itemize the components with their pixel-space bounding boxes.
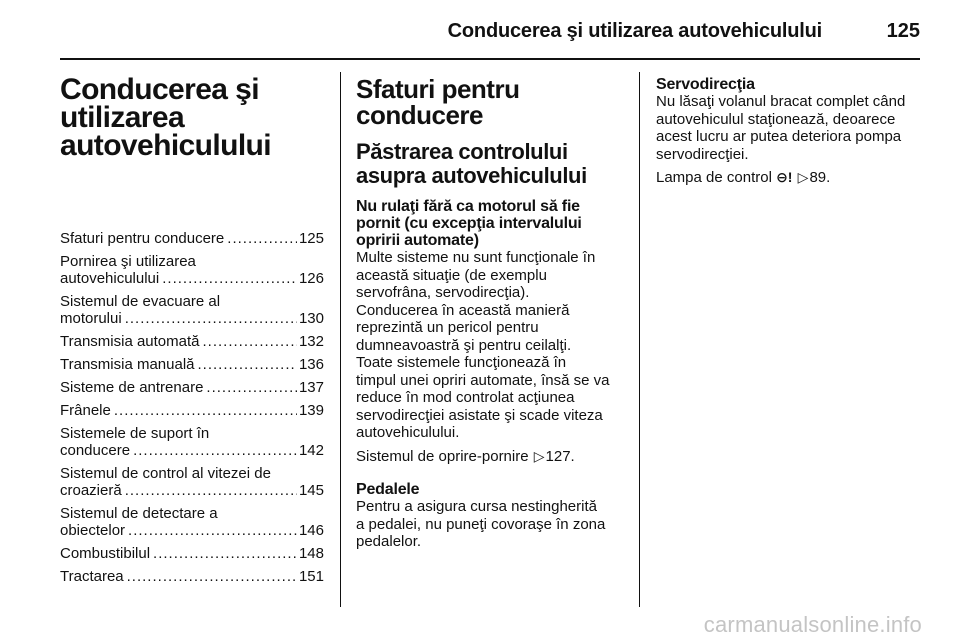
toc-entry[interactable] (60, 379, 324, 396)
toc-leader-dots (198, 356, 297, 373)
section-heading (356, 76, 624, 128)
chapter-title (60, 73, 324, 162)
paragraph-line: servodirecţiei. (656, 145, 749, 163)
paragraph-line: acest lucru ar putea deteriora pompa (656, 128, 902, 145)
paragraph-line: Pentru a asigura cursa nestingherită (356, 498, 597, 515)
toc-page-number: 132 (298, 333, 324, 350)
paragraph-text: Sistemul de oprire-pornire (356, 447, 529, 465)
toc-leader-dots (162, 270, 297, 287)
toc-leader-dots (128, 522, 297, 539)
toc-page-number: 137 (298, 379, 324, 396)
toc-leader-dots (133, 442, 297, 459)
running-header-title: Conducerea şi utilizarea autovehiculului (447, 20, 822, 42)
topic-heading-pedals: Pedalele (356, 481, 420, 498)
table-of-contents (60, 230, 324, 585)
column-contents (60, 73, 324, 591)
toc-page-number: 139 (298, 402, 324, 419)
toc-entry-text: autovehiculului (60, 270, 160, 287)
toc-entry[interactable] (60, 425, 324, 459)
paragraph-line: a pedalei, nu puneţi covoraşe în zona (356, 515, 606, 533)
paragraph-line: Multe sisteme nu sunt funcţionale în (356, 249, 596, 266)
paragraph-stop-start-ref (356, 448, 624, 466)
toc-leader-dots (206, 379, 297, 396)
page-reference-arrow-icon: ▷ (797, 169, 809, 185)
page-reference-link[interactable]: 89. (809, 169, 831, 186)
heading-line: Nu rulaţi fără ca motorul să fie (356, 198, 580, 215)
paragraph-line: reduce în mod controlat acţiunea (356, 389, 575, 406)
paragraph-line: servodirecţiei asistate şi scade viteza (356, 406, 603, 424)
chapter-title-line: Conducerea şi (60, 73, 259, 106)
toc-entry-text: Frânele (60, 402, 111, 419)
heading-line: Păstrarea controlului (356, 139, 568, 164)
toc-entry[interactable] (60, 402, 324, 419)
toc-page-number: 125 (298, 230, 324, 247)
paragraph-control-lamp-ref (656, 169, 924, 187)
toc-entry-text: Transmisia automată (60, 333, 200, 350)
toc-entry[interactable] (60, 293, 324, 327)
toc-entry-text: Sistemele de suport în (60, 425, 210, 442)
header-rule (60, 58, 920, 60)
toc-entry-text: Combustibilul (60, 545, 151, 562)
toc-entry-text: motorului (60, 310, 122, 327)
toc-entry-text: Sisteme de antrenare (60, 379, 204, 396)
heading-line: opririi automate) (356, 232, 479, 249)
toc-leader-dots (127, 568, 297, 585)
toc-entry-line (60, 270, 324, 287)
paragraph-text: Lampa de control (656, 169, 772, 186)
toc-entry-line (60, 442, 324, 459)
toc-page-number: 145 (298, 482, 324, 499)
toc-entry-text: Tractarea (60, 568, 124, 585)
toc-entry-text: croazieră (60, 482, 122, 499)
toc-page-number: 136 (298, 356, 324, 373)
toc-entry[interactable] (60, 333, 324, 350)
paragraph-line: dumneavoastră şi pentru ceilalţi. (356, 336, 572, 354)
toc-page-number: 148 (298, 545, 324, 562)
watermark: carmanualsonline.info (703, 612, 922, 637)
toc-entry-line (60, 230, 324, 247)
toc-entry-text: Sfaturi pentru conducere (60, 230, 225, 247)
paragraph-line: Conducerea în această manieră (356, 301, 570, 319)
toc-entry-line (60, 379, 324, 396)
paragraph-line: Toate sistemele funcţionează în (356, 354, 567, 371)
toc-entry-line (60, 482, 324, 499)
toc-leader-dots (203, 333, 297, 350)
toc-leader-dots (227, 230, 297, 247)
toc-leader-dots (125, 310, 297, 327)
toc-entry-text: Sistemul de detectare a (60, 505, 218, 522)
toc-entry[interactable] (60, 230, 324, 247)
toc-entry-line (60, 356, 324, 373)
paragraph-engine-off (356, 249, 624, 442)
toc-leader-dots (114, 402, 297, 419)
paragraph-line: servofrâna, servodirecţia). (356, 284, 530, 301)
toc-entry[interactable] (60, 568, 324, 585)
toc-entry-line (60, 568, 324, 585)
paragraph-line: autovehiculului. (356, 424, 460, 441)
toc-entry-line (60, 310, 324, 327)
paragraph-line: reprezintă un pericol pentru (356, 319, 539, 336)
toc-entry-line (60, 402, 324, 419)
toc-page-number: 151 (298, 568, 324, 585)
heading-line: asupra autovehiculului (356, 163, 587, 188)
subsection-heading (356, 140, 624, 188)
paragraph-line: Nu lăsaţi volanul bracat complet când (656, 93, 906, 110)
column-driving-tips (356, 76, 624, 557)
paragraph-line: pedalelor. (356, 533, 422, 550)
toc-entry[interactable] (60, 545, 324, 562)
toc-page-number: 126 (298, 270, 324, 287)
toc-entry-text: Sistemul de control al vitezei de (60, 465, 271, 482)
toc-entry-text: Pornirea şi utilizarea (60, 253, 196, 270)
toc-leader-dots (125, 482, 297, 499)
toc-entry[interactable] (60, 253, 324, 287)
toc-page-number: 146 (298, 522, 324, 539)
toc-entry[interactable] (60, 505, 324, 539)
toc-entry-text: Transmisia manuală (60, 356, 195, 373)
toc-entry-line (60, 522, 324, 539)
chapter-title-line: autovehiculului (60, 129, 272, 162)
toc-entry-text: obiectelor (60, 522, 126, 539)
toc-entry[interactable] (60, 465, 324, 499)
toc-leader-dots (153, 545, 297, 562)
paragraph-line: timpul unei opriri automate, însă se va (356, 371, 610, 389)
page-reference-arrow-icon: ▷ (533, 447, 545, 464)
page-number: 125 (886, 20, 920, 42)
paragraph-pedals (356, 498, 624, 551)
toc-page-number: 130 (298, 310, 324, 327)
page-reference-link[interactable]: 127. (545, 447, 575, 465)
steering-warning-lamp-icon: ⊖! (776, 169, 793, 185)
paragraph-line: autovehiculul staţionează, deoarece (656, 110, 896, 128)
chapter-title-line: utilizarea (60, 101, 185, 134)
toc-entry[interactable] (60, 356, 324, 373)
topic-heading-power-steering: Servodirecţia (656, 76, 755, 93)
heading-line: Sfaturi pentru (356, 74, 520, 104)
column-divider-1 (340, 72, 341, 607)
toc-entry-text: Sistemul de evacuare al (60, 293, 221, 310)
paragraph-line: această situaţie (de exemplu (356, 266, 547, 284)
heading-line: pornit (cu excepţia intervalului (356, 215, 582, 232)
column-divider-2 (639, 72, 640, 607)
column-power-steering (656, 76, 924, 193)
heading-line: conducere (356, 100, 483, 130)
toc-entry-line (60, 545, 324, 562)
toc-page-number: 142 (298, 442, 324, 459)
toc-entry-line (60, 333, 324, 350)
paragraph-power-steering (656, 93, 924, 163)
toc-entry-text: conducere (60, 442, 131, 459)
topic-heading-engine-off (356, 198, 624, 249)
